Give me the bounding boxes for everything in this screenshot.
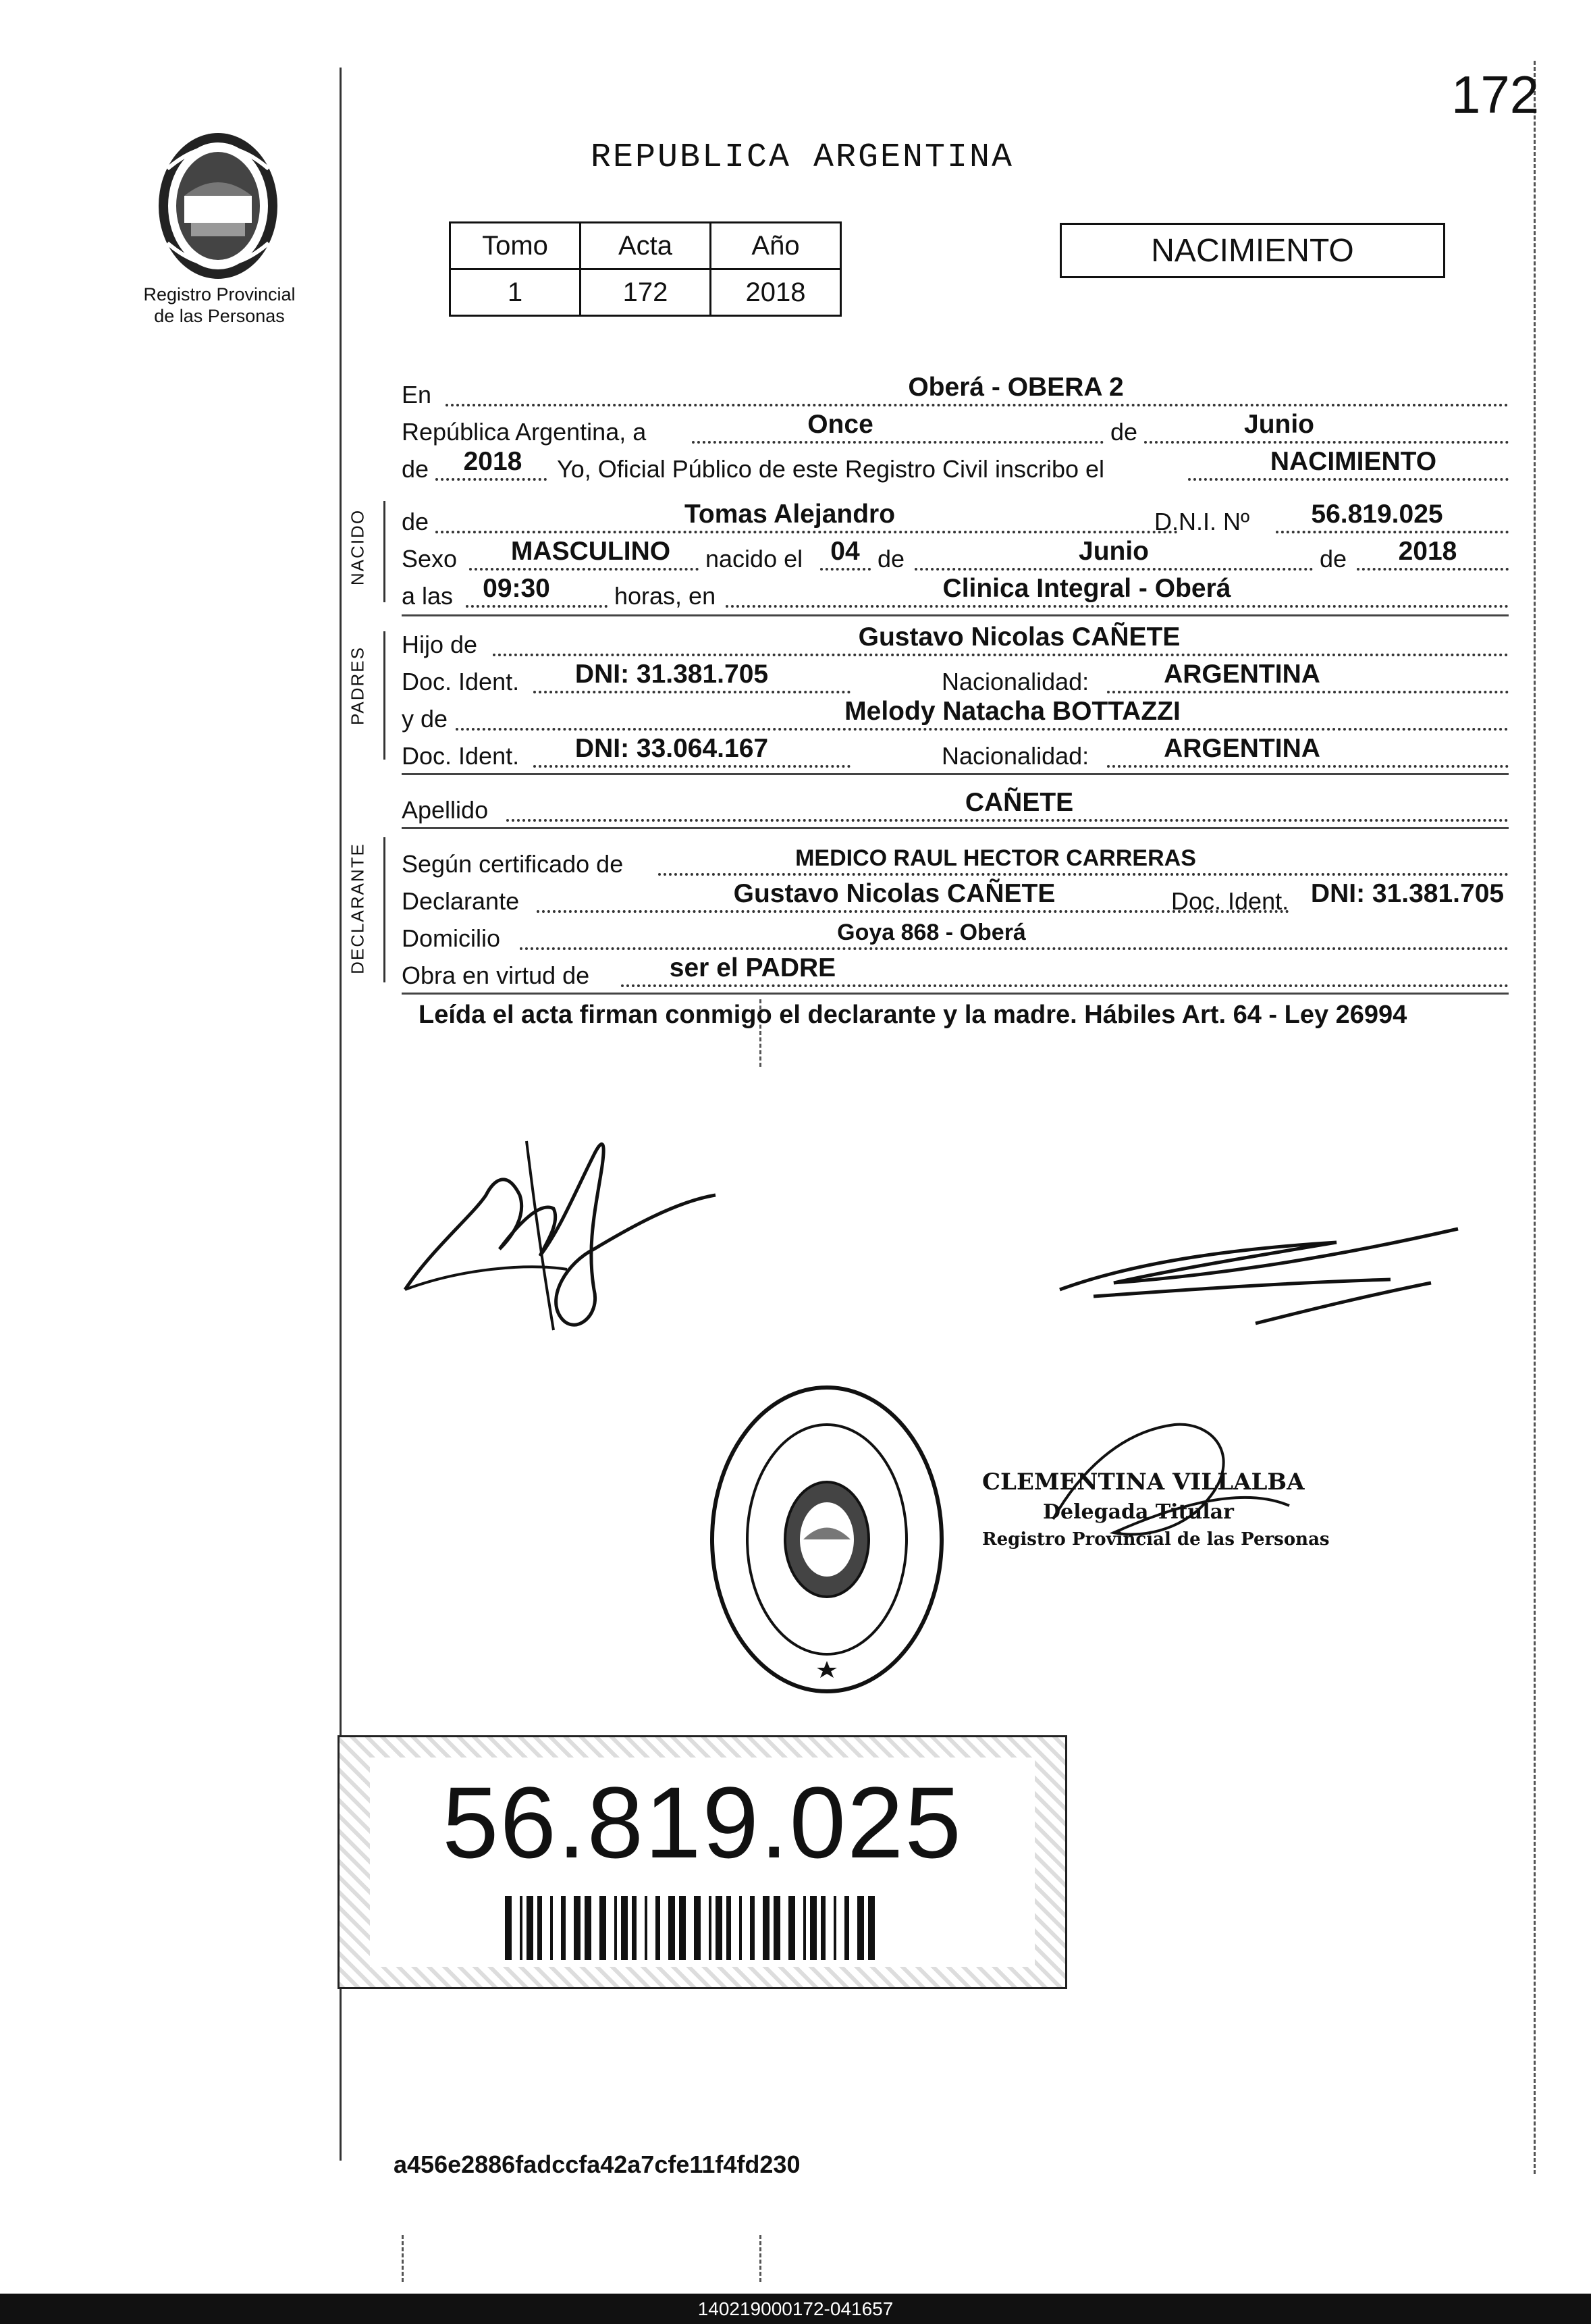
en-value: Oberá - OBERA 2 bbox=[908, 373, 1124, 402]
footer-code-bar: 140219000172-041657 bbox=[0, 2294, 1591, 2324]
barcode-bar bbox=[520, 1896, 522, 1960]
barcode-bar bbox=[585, 1896, 591, 1960]
madre-nac-value: ARGENTINA bbox=[1164, 734, 1320, 763]
row-fecha-inscripcion bbox=[402, 408, 1509, 448]
obra-value: ser el PADRE bbox=[669, 953, 836, 982]
anio-value: 2018 bbox=[711, 269, 841, 316]
official-role: Delegada Titular bbox=[1043, 1500, 1234, 1524]
horas-en-label: horas, en bbox=[614, 582, 716, 610]
divider-apellido bbox=[402, 827, 1509, 829]
record-table bbox=[449, 221, 842, 317]
official-signature bbox=[1040, 1404, 1303, 1560]
page-number: 172 bbox=[1451, 65, 1540, 124]
declarante-bracket bbox=[383, 837, 385, 982]
de-label: de bbox=[1110, 418, 1138, 446]
nacionalidad-label: Nacionalidad: bbox=[942, 668, 1089, 695]
dni-barcode bbox=[505, 1896, 910, 1960]
apellido-value: CAÑETE bbox=[965, 788, 1074, 817]
bottom-tick-left bbox=[402, 2235, 404, 2282]
barcode-bar bbox=[550, 1896, 553, 1960]
barcode-bar bbox=[803, 1896, 806, 1960]
barcode-bar bbox=[621, 1896, 628, 1960]
record-type-box: NACIMIENTO bbox=[1060, 223, 1445, 278]
padres-bracket bbox=[383, 631, 385, 760]
bottom-tick-right bbox=[759, 2235, 761, 2282]
de-label-4: de bbox=[878, 545, 905, 573]
madre-doc-value: DNI: 33.064.167 bbox=[574, 734, 769, 763]
inscripcion-value: NACIMIENTO bbox=[1270, 447, 1437, 476]
barcode-bar bbox=[788, 1896, 795, 1960]
declarant-signature bbox=[392, 1114, 729, 1357]
dni-large-number: 56.819.025 bbox=[442, 1766, 963, 1879]
closing-note: Leída el acta firman conmigo el declarante y la madre. Hábiles Art. 64 - Ley 26994 bbox=[419, 1001, 1407, 1029]
side-label-declarante: DECLARANTE bbox=[347, 843, 368, 974]
divider-padres bbox=[402, 773, 1509, 775]
declarante-label: Declarante bbox=[402, 887, 520, 915]
barcode-bar bbox=[599, 1896, 606, 1960]
dni-label: D.N.I. Nº bbox=[1154, 508, 1250, 535]
logo-caption: Registro Provincial de las Personas bbox=[143, 284, 296, 326]
dni-label-inner bbox=[370, 1758, 1035, 1967]
y-de-label: y de bbox=[402, 705, 448, 733]
divider-declarante bbox=[402, 993, 1509, 995]
barcode-bar bbox=[537, 1896, 542, 1960]
row-padre-doc bbox=[402, 658, 1509, 697]
domicilio-label: Domicilio bbox=[402, 924, 501, 952]
country-title: REPUBLICA ARGENTINA bbox=[590, 138, 1015, 177]
row-domicilio bbox=[402, 915, 1509, 954]
row-sexo bbox=[402, 535, 1509, 575]
padre-value: Gustavo Nicolas CAÑETE bbox=[858, 623, 1181, 652]
barcode-bar bbox=[527, 1896, 533, 1960]
barcode-bar bbox=[561, 1896, 566, 1960]
record-table-value-row bbox=[450, 269, 841, 316]
hijo-de-label: Hijo de bbox=[402, 631, 478, 658]
side-label-padres: PADRES bbox=[347, 646, 368, 725]
barcode-bar bbox=[844, 1896, 849, 1960]
barcode-bar bbox=[709, 1896, 711, 1960]
doc-ident-label: Doc. Ident. bbox=[402, 668, 520, 695]
barcode-bar bbox=[868, 1896, 875, 1960]
barcode-bar bbox=[632, 1896, 637, 1960]
doc-ident-label-2: Doc. Ident. bbox=[402, 742, 520, 770]
nombre-value: Tomas Alejandro bbox=[684, 500, 896, 529]
row-apellido bbox=[402, 787, 1509, 826]
oficial-text: Yo, Oficial Público de este Registro Civil inscribo el bbox=[557, 455, 1105, 483]
padre-doc-value: DNI: 31.381.705 bbox=[574, 660, 769, 689]
nacido-el-label: nacido el bbox=[705, 545, 803, 573]
tomo-header: Tomo bbox=[450, 223, 581, 269]
declarante-value: Gustavo Nicolas CAÑETE bbox=[733, 879, 1056, 908]
obra-label: Obra en virtud de bbox=[402, 961, 590, 989]
nacido-bracket bbox=[383, 501, 385, 602]
barcode-bar bbox=[821, 1896, 826, 1960]
tomo-value: 1 bbox=[450, 269, 581, 316]
row-nombre bbox=[402, 498, 1509, 537]
barcode-bar bbox=[750, 1896, 755, 1960]
barcode-bar bbox=[645, 1896, 647, 1960]
row-en bbox=[402, 371, 1509, 411]
de-label-2: de bbox=[402, 455, 429, 483]
barcode-bar bbox=[574, 1896, 581, 1960]
sexo-value: MASCULINO bbox=[510, 537, 671, 566]
certificado-label: Según certificado de bbox=[402, 850, 624, 878]
barcode-bar bbox=[668, 1896, 675, 1960]
de-label-3: de bbox=[402, 508, 429, 535]
lugar-value: Clinica Integral - Oberá bbox=[942, 574, 1231, 603]
de-label-5: de bbox=[1320, 545, 1347, 573]
anio-value-form: 2018 bbox=[463, 447, 522, 476]
row-declarante bbox=[402, 878, 1509, 917]
barcode-bar bbox=[763, 1896, 770, 1960]
doc-ident-label-3: Doc. Ident. bbox=[1171, 887, 1289, 915]
side-label-nacido: NACIDO bbox=[347, 508, 368, 586]
madre-value: Melody Natacha BOTTAZZI bbox=[844, 697, 1181, 726]
barcode-bar bbox=[774, 1896, 780, 1960]
padre-nac-value: ARGENTINA bbox=[1164, 660, 1320, 689]
anio-header: Año bbox=[711, 223, 841, 269]
barcode-bar bbox=[857, 1896, 864, 1960]
row-obra bbox=[402, 952, 1509, 991]
a-las-label: a las bbox=[402, 582, 454, 610]
certificado-value: MEDICO RAUL HECTOR CARRERAS bbox=[795, 845, 1196, 871]
barcode-bar bbox=[694, 1896, 701, 1960]
domicilio-value: Goya 868 - Oberá bbox=[837, 920, 1026, 945]
nacionalidad-label-2: Nacionalidad: bbox=[942, 742, 1089, 770]
row-certificado bbox=[402, 841, 1509, 880]
mother-signature bbox=[1053, 1215, 1472, 1330]
official-name: CLEMENTINA VILLALBA bbox=[982, 1469, 1305, 1496]
divider-nacido bbox=[402, 614, 1509, 616]
barcode-bar bbox=[739, 1896, 742, 1960]
dni-label-sticker bbox=[338, 1735, 1067, 1989]
en-label: En bbox=[402, 381, 432, 408]
dni-value: 56.819.025 bbox=[1311, 500, 1443, 529]
barcode-bar bbox=[834, 1896, 836, 1960]
hora-value: 09:30 bbox=[483, 574, 550, 603]
acta-value: 172 bbox=[581, 269, 711, 316]
barcode-bar bbox=[655, 1896, 660, 1960]
official-oval-seal bbox=[702, 1377, 952, 1701]
row-madre-doc bbox=[402, 733, 1509, 772]
sexo-label: Sexo bbox=[402, 545, 458, 573]
barcode-bar bbox=[505, 1896, 512, 1960]
barcode-bar bbox=[716, 1896, 722, 1960]
nac-dia-value: 04 bbox=[830, 537, 860, 566]
nac-mes-value: Junio bbox=[1079, 537, 1149, 566]
nac-anio-value: 2018 bbox=[1398, 537, 1457, 566]
acta-header: Acta bbox=[581, 223, 711, 269]
apellido-label: Apellido bbox=[402, 796, 489, 824]
province-crest-logo bbox=[154, 128, 282, 284]
declarante-doc-value: DNI: 31.381.705 bbox=[1310, 879, 1505, 908]
barcode-bar bbox=[679, 1896, 686, 1960]
mes-value: Junio bbox=[1244, 410, 1314, 439]
barcode-bar bbox=[810, 1896, 817, 1960]
dia-value: Once bbox=[807, 410, 873, 439]
record-table-header-row bbox=[450, 223, 841, 269]
document-hash: a456e2886fadccfa42a7cfe11f4fd230 bbox=[394, 2150, 801, 2178]
row-oficial bbox=[402, 446, 1509, 485]
republica-label: República Argentina, a bbox=[402, 418, 647, 446]
row-hora-lugar bbox=[402, 573, 1509, 612]
right-margin-line bbox=[1534, 61, 1536, 2174]
row-madre bbox=[402, 695, 1509, 735]
official-org: Registro Provincial de las Personas bbox=[982, 1529, 1330, 1550]
barcode-bar bbox=[726, 1896, 731, 1960]
row-padre bbox=[402, 621, 1509, 660]
barcode-bar bbox=[614, 1896, 617, 1960]
